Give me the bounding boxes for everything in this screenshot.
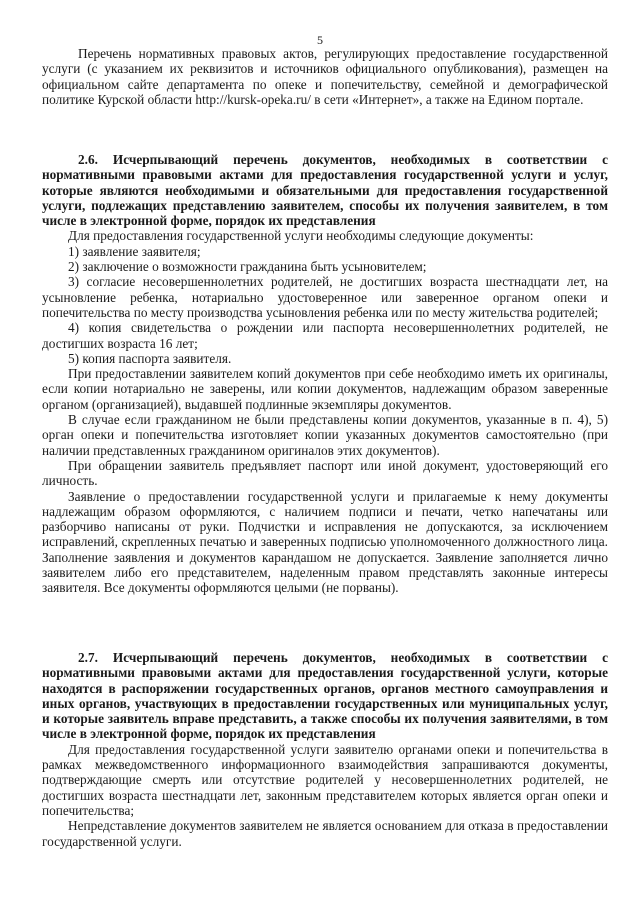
intro-paragraph: Перечень нормативных правовых актов, регулирующих предоставление государственной услуги (с указанием их реквизитов и источников официального опубликования), размещен на официальном сайте департамента по опеке и попечительству, семейной и демографической политике Курской области http://kursk-opeka.ru/ в сети «Интернет», а также на Едином портале. [42,46,608,107]
section-2-7 [42,650,608,849]
body-paragraph: При обращении заявитель предъявляет паспорт или иной документ, удостоверяющий его личность. [42,457,608,489]
intro-block [42,46,608,107]
body-paragraph: Заявление о предоставлении государственной услуги и прилагаемые к нему документы надлежащим образом оформляются, с наличием подписи и печати, четко напечатаны или разборчиво написаны от руки. Подчистки и исправления не допускаются, за исключением исправлений, скрепленных печатью и заверенных подписью уполномоченного должностного лица. Заполнение заявления и документов карандашом не допускается. Заявление заполняется лично заявителем либо его представителем, наделенным правом представлять законные интересы заявителя. Все документы оформляются целыми (не порваны). [42,488,608,596]
section-2-6 [42,152,608,596]
section-2-7-heading: 2.7. Исчерпывающий перечень документов, необходимых в соответствии с нормативными правовыми актами для предоставления государственной услуги, которые находятся в распоряжении государственных органов, органов местного самоуправления и иных органов, участвующих в предоставлении государственных или муниципальных услуг, и которые заявитель вправе представить, а также способы их получения заявителями, в том числе в электронной форме, порядок их представления [42,650,608,742]
list-item: 5) копия паспорта заявителя. [68,350,232,366]
list-item: 4) копия свидетельства о рождении или паспорта несовершеннолетних родителей, не достигших возраста 16 лет; [42,320,608,351]
body-paragraph: При предоставлении заявителем копий документов при себе необходимо иметь их оригиналы, если копии нотариально не заверены, или копии документов, надлежащим образом заверенные органом (организацией), выдавшей подлинные экземпляры документов. [42,366,608,412]
body-paragraph: Для предоставления государственной услуги заявителю органами опеки и попечительства в рамках межведомственного информационного взаимодействия запрашиваются документы, подтверждающие смерть или отсутствие родителей у несовершеннолетних родителей, не достигших возраста шестнадцати лет, законным представителем которых является орган опеки и попечительства; [42,741,608,818]
list-item: 2) заключение о возможности гражданина быть усыновителем; [68,259,427,275]
section-2-6-lead: Для предоставления государственной услуги необходимы следующие документы: [68,228,534,244]
section-2-6-heading: 2.6. Исчерпывающий перечень документов, необходимых в соответствии с нормативными правовыми актами для предоставления государственной услуги и услуг, которые являются необходимыми и обязательными для предоставления государственной услуги, подлежащих представлению заявителем, способы их получения заявителем, в том числе в электронной форме, порядок их представления [42,152,608,229]
list-item: 3) согласие несовершеннолетних родителей, не достигших возраста шестнадцати лет, на усыновление ребенка, нотариально удостоверенное или заверенное органом опеки и попечительства по месту производства усыновления ребенка или по месту жительства родителей; [42,274,608,320]
body-paragraph: Непредставление документов заявителем не является основанием для отказа в предоставлении государственной услуги. [42,818,608,849]
list-item: 1) заявление заявителя; [68,243,201,259]
page-number: 5 [317,33,323,47]
body-paragraph: В случае если гражданином не были представлены копии документов, указанные в п. 4), 5) орган опеки и попечительства изготовляет копии указанных документов самостоятельно (при наличии представленных гражданином оригиналов этих документов). [42,412,608,458]
